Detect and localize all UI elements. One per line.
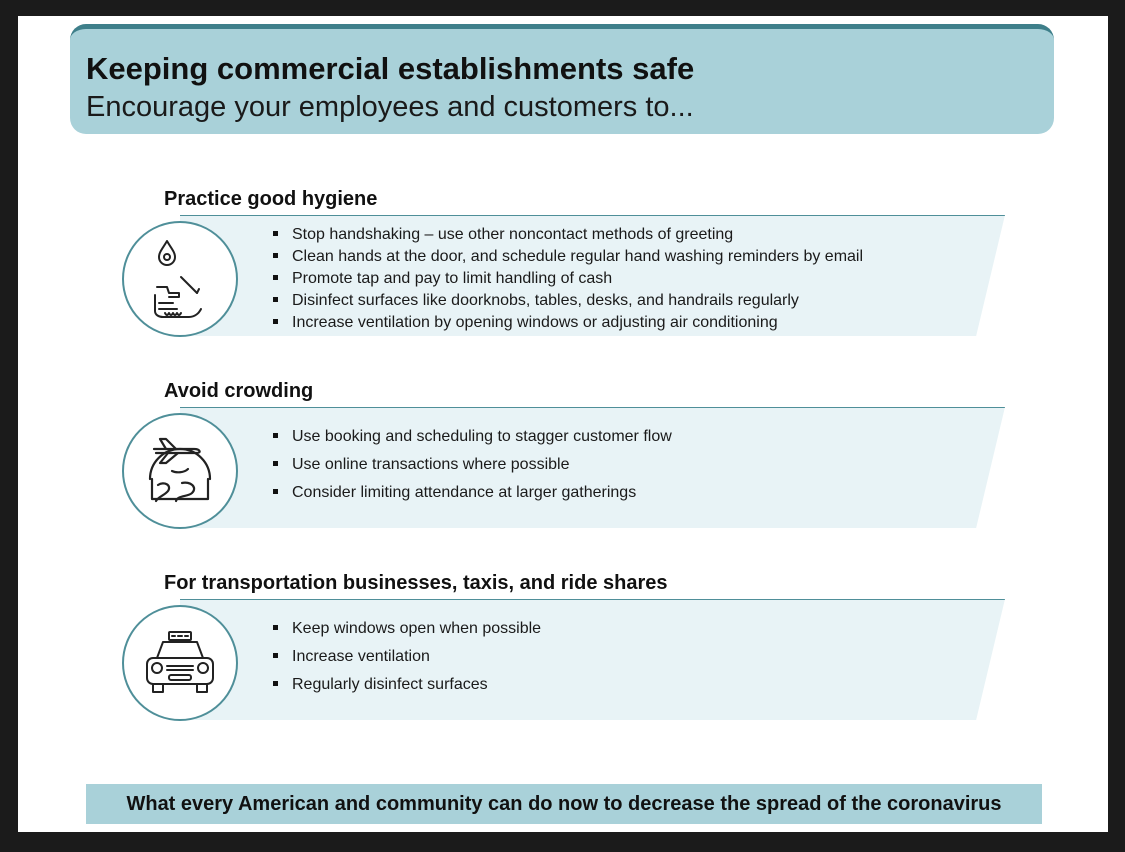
- section-crowding: [118, 380, 1018, 530]
- bullet-list: [273, 423, 672, 507]
- footer-text: What every American and community can do now to decrease the spread of the coronavirus: [126, 792, 1002, 815]
- handwashing-icon: [122, 221, 238, 337]
- list-item: Clean hands at the door, and schedule regular hand washing reminders by email: [273, 246, 863, 268]
- section-title: For transportation businesses, taxis, and ride shares: [164, 572, 668, 594]
- list-item: Regularly disinfect surfaces: [273, 671, 541, 699]
- list-item: Disinfect surfaces like doorknobs, tables, desks, and handrails regularly: [273, 290, 863, 312]
- list-item: Promote tap and pay to limit handling of cash: [273, 268, 863, 290]
- footer-banner: [86, 784, 1042, 824]
- list-item: Keep windows open when possible: [273, 615, 541, 643]
- page-subtitle: Encourage your employees and customers to...: [86, 91, 694, 123]
- page-title: Keeping commercial establishments safe: [86, 51, 695, 86]
- list-item: Stop handshaking – use other noncontact methods of greeting: [273, 224, 863, 246]
- bullet-list: [273, 615, 541, 699]
- airplane-globe-icon: [122, 413, 238, 529]
- list-item: Increase ventilation: [273, 643, 541, 671]
- bullet-list: [273, 224, 863, 334]
- section-title: Avoid crowding: [164, 380, 314, 402]
- slide: [18, 16, 1108, 832]
- list-item: Increase ventilation by opening windows or adjusting air conditioning: [273, 312, 863, 334]
- section-title: Practice good hygiene: [164, 188, 378, 210]
- list-item: Use online transactions where possible: [273, 451, 672, 479]
- list-item: Use booking and scheduling to stagger customer flow: [273, 423, 672, 451]
- section-transportation: [118, 572, 1018, 722]
- section-hygiene: [118, 188, 1018, 338]
- header-banner: [70, 24, 1054, 134]
- taxi-icon: [122, 605, 238, 721]
- list-item: Consider limiting attendance at larger gatherings: [273, 479, 672, 507]
